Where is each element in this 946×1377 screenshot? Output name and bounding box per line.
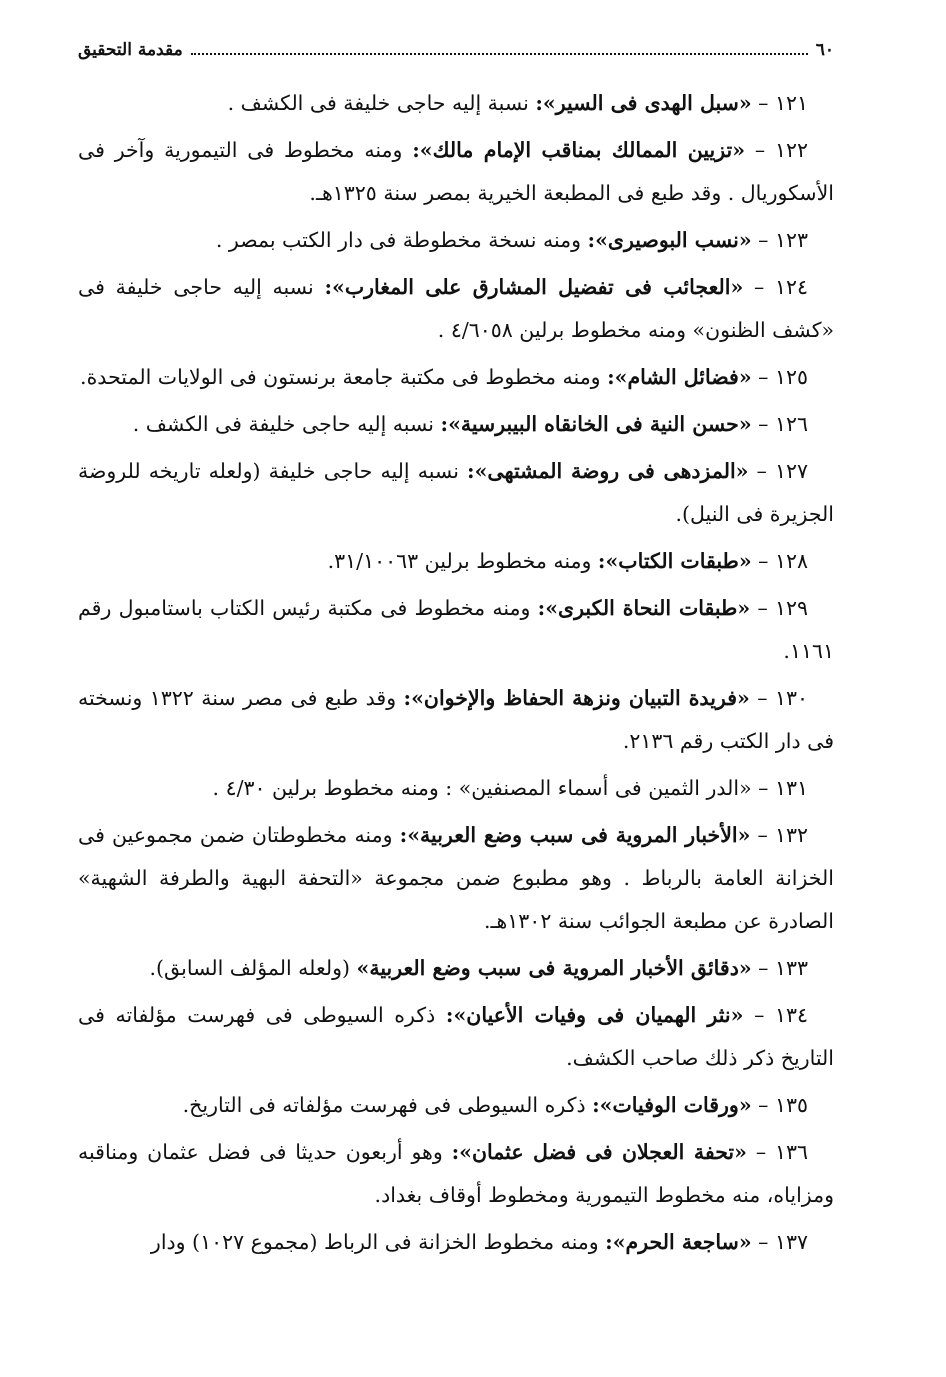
entry-121: ١٢١ – «سبل الهدى فى السير»: نسبة إليه حاجى خليفة فى الكشف . — [227, 91, 808, 115]
entry-127: ١٢٧ – «المزدهى فى روضة المشتهى»: نسبه إليه حاجى خليفة (ولعله تاريخه للروضة الجزيرة فى النيل). — [78, 459, 834, 526]
running-header — [78, 40, 834, 74]
page-number: ٦٠ — [815, 40, 834, 60]
entry-122: ١٢٢ – «تزيين الممالك بمناقب الإمام مالك»: ومنه مخطوط فى التيمورية وآخر فى الأسكوريال . وقد طبع فى المطبعة الخيرية بمصر سنة ١٣٢٥هـ. — [78, 138, 834, 205]
entry-133: ١٣٣ – «دقائق الأخبار المروية فى سبب وضع العربية» (ولعله المؤلف السابق). — [149, 956, 808, 980]
entry-131: ١٣١ – «الدر الثمين فى أسماء المصنفين» : ومنه مخطوط برلين ٤/٣٠ . — [212, 776, 808, 800]
entry-124: ١٢٤ – «العجائب فى تفضيل المشارق على المغارب»: نسبه إليه حاجى خليفة فى «كشف الظنون» ومنه مخطوط برلين ٤/٦٠٥٨ . — [78, 275, 834, 342]
entry-130: ١٣٠ – «فريدة التبيان ونزهة الحفاظ والإخوان»: وقد طبع فى مصر سنة ١٣٢٢ ونسخته فى دار الكتب رقم ٢١٣٦. — [78, 686, 834, 753]
entry-136: ١٣٦ – «تحفة العجلان فى فضل عثمان»: وهو أربعون حديثا فى فضل عثمان ومناقبه ومزاياه، منه مخطوط التيمورية ومخطوط أوقاف بغداد. — [78, 1140, 834, 1207]
entry-126: ١٢٦ – «حسن النية فى الخانقاه البيبرسية»: نسبه إليه حاجى خليفة فى الكشف . — [132, 412, 808, 436]
entry-137: ١٣٧ – «ساجعة الحرم»: ومنه مخطوط الخزانة فى الرباط (مجموع ١٠٢٧) ودار — [150, 1230, 808, 1254]
entry-128: ١٢٨ – «طبقات الكتاب»: ومنه مخطوط برلين ٣١/١٠٠٦٣. — [327, 549, 808, 573]
section-title: مقدمة التحقيق — [78, 40, 183, 60]
entry-132: ١٣٢ – «الأخبار المروية فى سبب وضع العربية»: ومنه مخطوطتان ضمن مجموعين فى الخزانة العامة بالرباط . وهو مطبوع ضمن مجموعة «التحفة البهية والطرفة الشهية» الصادرة عن مطبعة الجوائب سنة ١٣٠٢هـ. — [78, 823, 834, 933]
entry-123: ١٢٣ – «نسب البوصيرى»: ومنه نسخة مخطوطة فى دار الكتب بمصر . — [215, 228, 808, 252]
entries-list — [78, 82, 834, 1264]
header-dot-leader — [191, 41, 808, 55]
entry-125: ١٢٥ – «فضائل الشام»: ومنه مخطوط فى مكتبة جامعة برنستون فى الولايات المتحدة. — [80, 365, 808, 389]
entry-135: ١٣٥ – «ورقات الوفيات»: ذكره السيوطى فى فهرست مؤلفاته فى التاريخ. — [182, 1093, 808, 1117]
entry-129: ١٢٩ – «طبقات النحاة الكبرى»: ومنه مخطوط فى مكتبة رئيس الكتاب باستامبول رقم ١١٦١. — [78, 596, 834, 663]
entry-134: ١٣٤ – «نثر الهميان فى وفيات الأعيان»: ذكره السيوطى فى فهرست مؤلفاته فى التاريخ ذكر ذلك صاحب الكشف. — [78, 1003, 834, 1070]
